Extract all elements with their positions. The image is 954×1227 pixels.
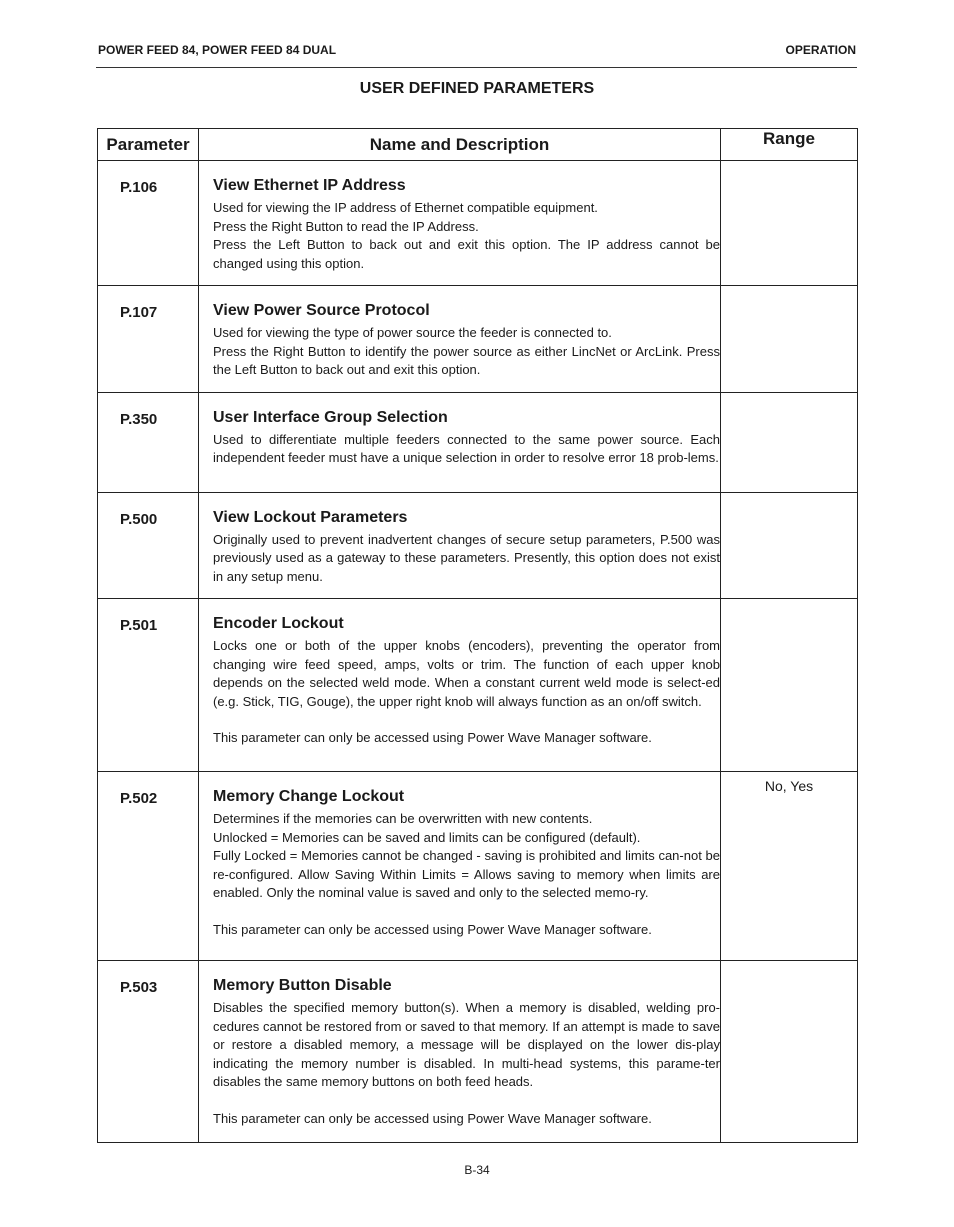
parameter-name: Encoder Lockout	[213, 615, 344, 632]
table-row	[98, 392, 858, 492]
table-row	[98, 599, 858, 772]
column-header-range: Range	[721, 129, 858, 161]
parameter-name: User Interface Group Selection	[213, 408, 448, 426]
parameter-description-cell	[199, 392, 721, 492]
parameter-range	[721, 961, 858, 1143]
parameter-description-line: Used to differentiate multiple feeders connected to the same power source. Each independent feeder must have a unique selection in order to resolve error 18 prob-lems.	[213, 431, 720, 465]
parameter-description-line: Press the Right Button to identify the power source as either LincNet or ArcLink. Press the Left Button to back out and exit this option.	[213, 343, 720, 377]
parameter-description-line: Originally used to prevent inadvertent changes of secure setup parameters, P.500 was previously used as a gateway to these parameters. Presently, this option does not exist in any setup menu.	[213, 531, 720, 584]
parameter-description-line: Used for viewing the IP address of Ethernet compatible equipment.	[213, 200, 598, 215]
parameter-range: No, Yes	[721, 772, 858, 961]
parameter-description-cell	[199, 161, 721, 286]
parameter-description-cell	[199, 599, 721, 772]
parameter-note: This parameter can only be accessed using Power Wave Manager software.	[213, 1110, 652, 1126]
parameter-name: Memory Button Disable	[213, 977, 392, 994]
header-left: POWER FEED 84, POWER FEED 84 DUAL	[98, 43, 337, 57]
table-row	[98, 161, 858, 286]
parameter-description-line: Used for viewing the type of power source the feeder is connected to.	[213, 325, 612, 340]
parameter-range	[721, 161, 858, 286]
parameter-name: View Ethernet IP Address	[213, 177, 406, 194]
parameter-description-cell	[199, 772, 721, 961]
parameter-range	[721, 492, 858, 599]
parameter-code: P.503	[98, 961, 199, 1143]
parameter-range	[721, 286, 858, 393]
parameter-name: Memory Change Lockout	[213, 788, 405, 805]
table-row	[98, 772, 858, 961]
parameter-description-line: Press the Right Button to read the IP Address.	[213, 218, 479, 234]
parameter-description-cell	[199, 961, 721, 1143]
header-rule	[96, 67, 857, 68]
parameter-range	[721, 599, 858, 772]
parameter-name: View Lockout Parameters	[213, 508, 408, 526]
parameter-description-cell	[199, 286, 721, 393]
page-number: B-34	[464, 1163, 490, 1177]
column-header-parameter: Parameter	[98, 129, 199, 161]
header-right: OPERATION	[785, 43, 856, 57]
parameter-range	[721, 392, 858, 492]
parameters-table	[97, 128, 858, 1143]
page-title: USER DEFINED PARAMETERS	[359, 80, 595, 97]
parameter-description-line: Disables the specified memory button(s). When a memory is disabled, welding pro-cedures cannot be restored from or saved to that memory. If an attempt is made to save or restore a disabled memory, a message will be displayed on the lower dis-play indicating the memory number is disabled. In multi-head systems, this parame-ter disables the same memory buttons on both feed heads.	[213, 1000, 720, 1089]
table-header-row	[98, 129, 858, 161]
table-body	[98, 161, 858, 1143]
paragraph-gap	[213, 903, 720, 921]
parameter-description-line: Locks one or both of the upper knobs (encoders), preventing the operator from changing wire feed speed, amps, volts or trim. The function of each upper knob depends on the selected weld mode. When a constant current weld mode is select-ed (e.g. Stick, TIG, Gouge), the upper right knob will always function as an on/off switch.	[213, 638, 720, 709]
parameter-description-line: Press the Left Button to back out and exit this option. The IP address cannot be changed using this option.	[213, 237, 720, 271]
parameter-code: P.502	[98, 772, 199, 961]
column-header-name: Name and Description	[199, 129, 721, 161]
parameter-description-line: Determines if the memories can be overwritten with new contents.	[213, 811, 593, 826]
parameter-name: View Power Source Protocol	[213, 302, 430, 319]
parameter-code: P.350	[98, 392, 199, 492]
parameter-code: P.106	[98, 161, 199, 286]
table-row	[98, 492, 858, 599]
table-row	[98, 961, 858, 1143]
table-row	[98, 286, 858, 393]
parameter-note: This parameter can only be accessed using Power Wave Manager software.	[213, 730, 652, 745]
paragraph-gap	[213, 1092, 720, 1110]
parameter-description-line: Fully Locked = Memories cannot be changed - saving is prohibited and limits can-not be re-configured. Allow Saving Within Limits = Allows saving to memory when limits are enabled. Only the nominal value is saved and only to the selected memo-ry.	[213, 848, 720, 900]
parameter-code: P.501	[98, 599, 199, 772]
parameter-note: This parameter can only be accessed using Power Wave Manager software.	[213, 921, 652, 937]
parameter-description-cell	[199, 492, 721, 599]
paragraph-gap	[213, 711, 720, 729]
parameter-code: P.500	[98, 492, 199, 599]
parameter-description-line: Unlocked = Memories can be saved and limits can be configured (default).	[213, 829, 641, 845]
parameter-code: P.107	[98, 286, 199, 393]
